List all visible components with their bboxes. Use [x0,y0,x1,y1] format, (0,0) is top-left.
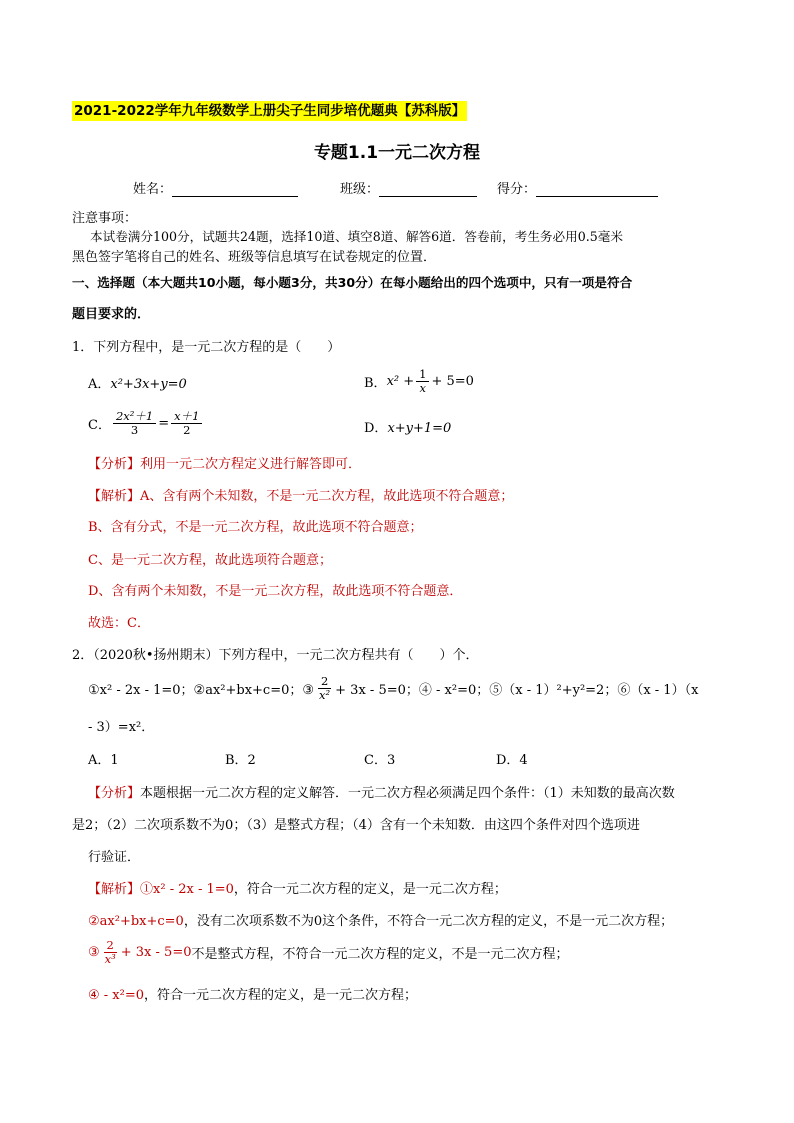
section-heading-line-2: 题目要求的． [72,307,151,322]
score-label: 得分： [497,182,537,197]
q1-solution-a [88,485,513,504]
q1-option-c[interactable] [88,406,204,440]
q1-option-b-num: 1 [416,368,429,381]
q1-option-b-fraction [416,368,429,393]
q1-option-a-expr: x²+3x+y=0 [110,377,187,392]
q1-option-c-num1: 2x²＋1 [113,410,156,423]
q1-option-c-eq: = [158,415,170,431]
q2-solution-tag: 【解析】 [88,882,141,897]
q1-solution-tag: 【解析】 [88,489,141,504]
q2-solution-2 [88,910,673,929]
q2-option-a[interactable]: A．1 [88,753,119,768]
q1-option-b-pre: x² + [386,373,415,389]
q1-option-c-label: C． [88,417,111,433]
q2-solution-4-text: ，符合一元二次方程的定义，是一元二次方程； [144,988,418,1003]
q2-solution-1-text: ，符合一元二次方程的定义，是一元二次方程； [233,882,507,897]
q2-solution-2-text: ，没有二次项系数不为0这个条件，不符合一元二次方程的定义，不是一元二次方程； [183,914,674,929]
q2-eq-fraction [316,675,333,700]
q1-stem: 1．下列方程中，是一元二次方程的是（ ） [72,340,341,355]
q2-analysis-text-1: 本题根据一元二次方程的定义解答．一元二次方程必须满足四个条件：（1）未知数的最高次数 [140,786,675,801]
q1-option-b[interactable] [364,364,474,398]
class-field [340,178,477,197]
q2-equations-line-2: - 3）=x²． [88,720,155,735]
q1-analysis [88,453,361,472]
q2-analysis-line-3: 行验证． [88,850,141,865]
page-title: 专题1.1一元二次方程 [313,143,481,163]
q2-solution-3-den: x³ [104,951,116,966]
header-banner: 2021-2022学年九年级数学上册尖子生同步培优题典【苏科版】 [74,103,466,119]
q2-solution-3-post: + 3x - 5=0 [120,944,192,960]
q1-option-b-post: + 5=0 [431,373,474,389]
name-label: 姓名： [133,182,173,197]
q2-analysis-line-2: 是2；（2）二次项系数不为0；（3）是整式方程；（4）含有一个未知数．由这四个条件对四个选项进 [72,818,640,833]
score-blank[interactable] [536,182,658,197]
q2-stem: 2．（2020秋•扬州期末）下列方程中，一元二次方程共有（ ）个． [72,648,479,663]
class-label: 班级： [340,182,380,197]
q2-solution-4 [88,984,417,1003]
q2-solution-3-pre: ③ [88,944,100,960]
q2-eq-part-2: + 3x - 5=0；④ - x²=0；⑤（x - 1）²+y²=2；⑥（x - 1）（x [335,682,699,698]
q1-analysis-tag: 【分析】 [88,457,141,472]
q1-answer: 故选：C． [88,616,150,631]
notes-heading: 注意事项： [72,211,138,226]
q2-option-b[interactable]: B．2 [225,753,256,768]
q2-solution-2-expr: ②ax²+bx+c=0 [88,914,184,929]
q2-equations-line-1 [88,670,698,706]
q1-option-d-expr: x+y+1=0 [387,421,452,436]
name-field [133,178,298,197]
q1-option-d-label: D． [364,421,388,436]
q1-analysis-text: 利用一元二次方程定义进行解答即可． [140,457,362,472]
q2-analysis-tag: 【分析】 [88,786,141,801]
q1-solution-a-text: A、含有两个未知数，不是一元二次方程，故此选项不符合题意； [140,489,514,504]
q1-solution-c: C、是一元二次方程，故此选项符合题意； [88,553,332,568]
q2-option-d[interactable]: D．4 [496,753,528,768]
q1-option-d[interactable] [364,417,451,436]
q1-option-c-den1: 3 [130,422,139,437]
q1-option-c-den2: 2 [183,422,191,437]
q2-eq-part-1: ①x² - 2x - 1=0；②ax²+bx+c=0；③ [88,682,315,698]
class-blank[interactable] [379,182,477,197]
q2-solution-1 [88,878,507,897]
q1-option-b-label: B． [364,375,387,391]
q2-solution-1-expr: ①x² - 2x - 1=0 [140,882,234,897]
q2-analysis-line-1 [88,782,675,801]
notes-line-1: 本试卷满分100分，试题共24题，选择10道、填空8道、解答6道．答卷前，考生务必用0.5毫米 [90,229,623,244]
name-blank[interactable] [172,182,298,197]
q1-solution-d: D、含有两个未知数，不是一元二次方程，故此选项不符合题意． [88,584,463,599]
score-field [497,178,658,197]
q2-option-c[interactable]: C．3 [364,753,396,768]
q1-option-a-label: A． [88,377,111,392]
q2-solution-3-num: 2 [104,939,117,952]
q1-option-c-num2: x＋1 [171,410,202,423]
section-heading-line-1: 一、选择题（本大题共10小题，每小题3分，共30分）在每小题给出的四个选项中，只有一项是符合 [72,275,633,290]
q2-solution-4-expr: ④ - x²=0 [88,988,145,1003]
q2-solution-3-text: 不是整式方程，不符合一元二次方程的定义，不是一元二次方程； [191,946,569,962]
q1-option-c-fraction-2 [171,410,202,435]
q2-solution-3 [88,935,569,969]
q1-solution-b: B、含有分式，不是一元二次方程，故此选项不符合题意； [88,520,423,535]
q2-solution-3-fraction [102,939,119,964]
q2-eq-fraction-den: x² [319,687,331,702]
q1-option-c-fraction-1 [113,410,156,435]
notes-line-2: 黑色签字笔将自己的姓名、班级等信息填写在试卷规定的位置． [72,250,437,265]
q1-option-b-den: x [419,380,427,395]
q1-option-a[interactable] [88,373,187,392]
q2-eq-fraction-num: 2 [318,675,331,688]
